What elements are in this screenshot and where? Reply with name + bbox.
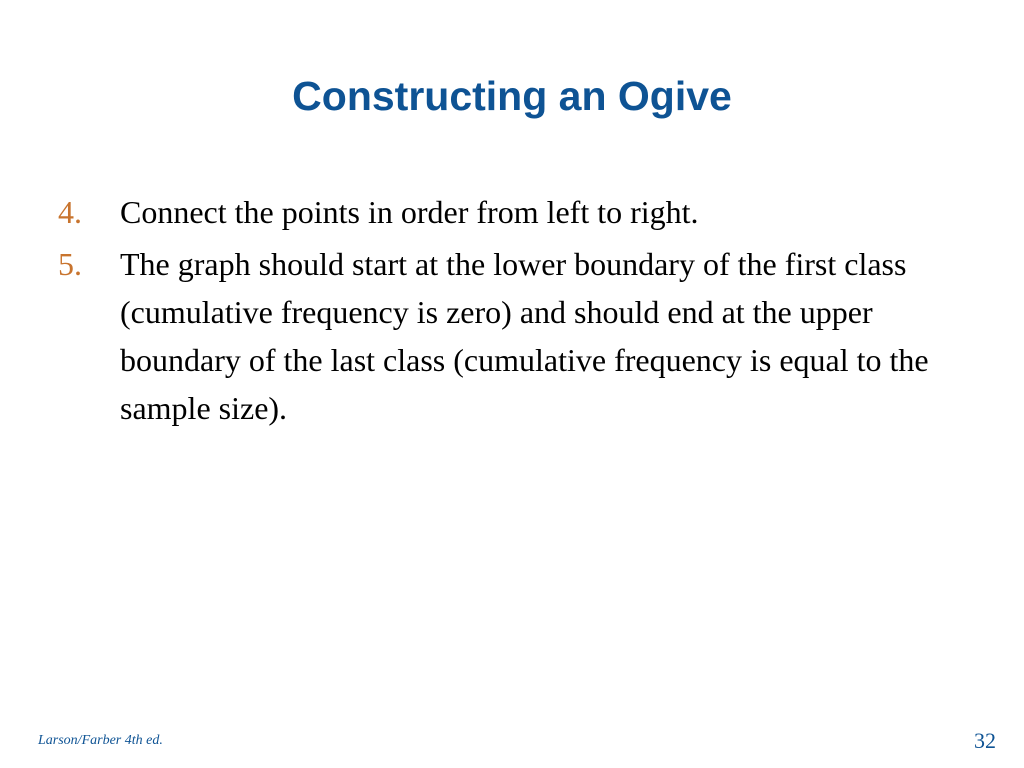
bullet-item-4: [58, 188, 978, 236]
footer-credit: Larson/Farber 4th ed.: [38, 733, 163, 748]
bullet-text: Connect the points in order from left to right.: [120, 194, 699, 230]
bullet-item-5: [58, 240, 978, 432]
bullet-list: [58, 188, 978, 436]
page-number: 32: [974, 728, 996, 753]
slide-title: Constructing an Ogive: [292, 73, 732, 119]
bullet-number: 5.: [58, 246, 82, 282]
bullet-number: 4.: [58, 194, 82, 230]
bullet-text: The graph should start at the lower boundary of the first class (cumulative frequency is zero) and should end at the upper boundary of the last class (cumulative frequency is equal to the sample size).: [120, 246, 929, 426]
